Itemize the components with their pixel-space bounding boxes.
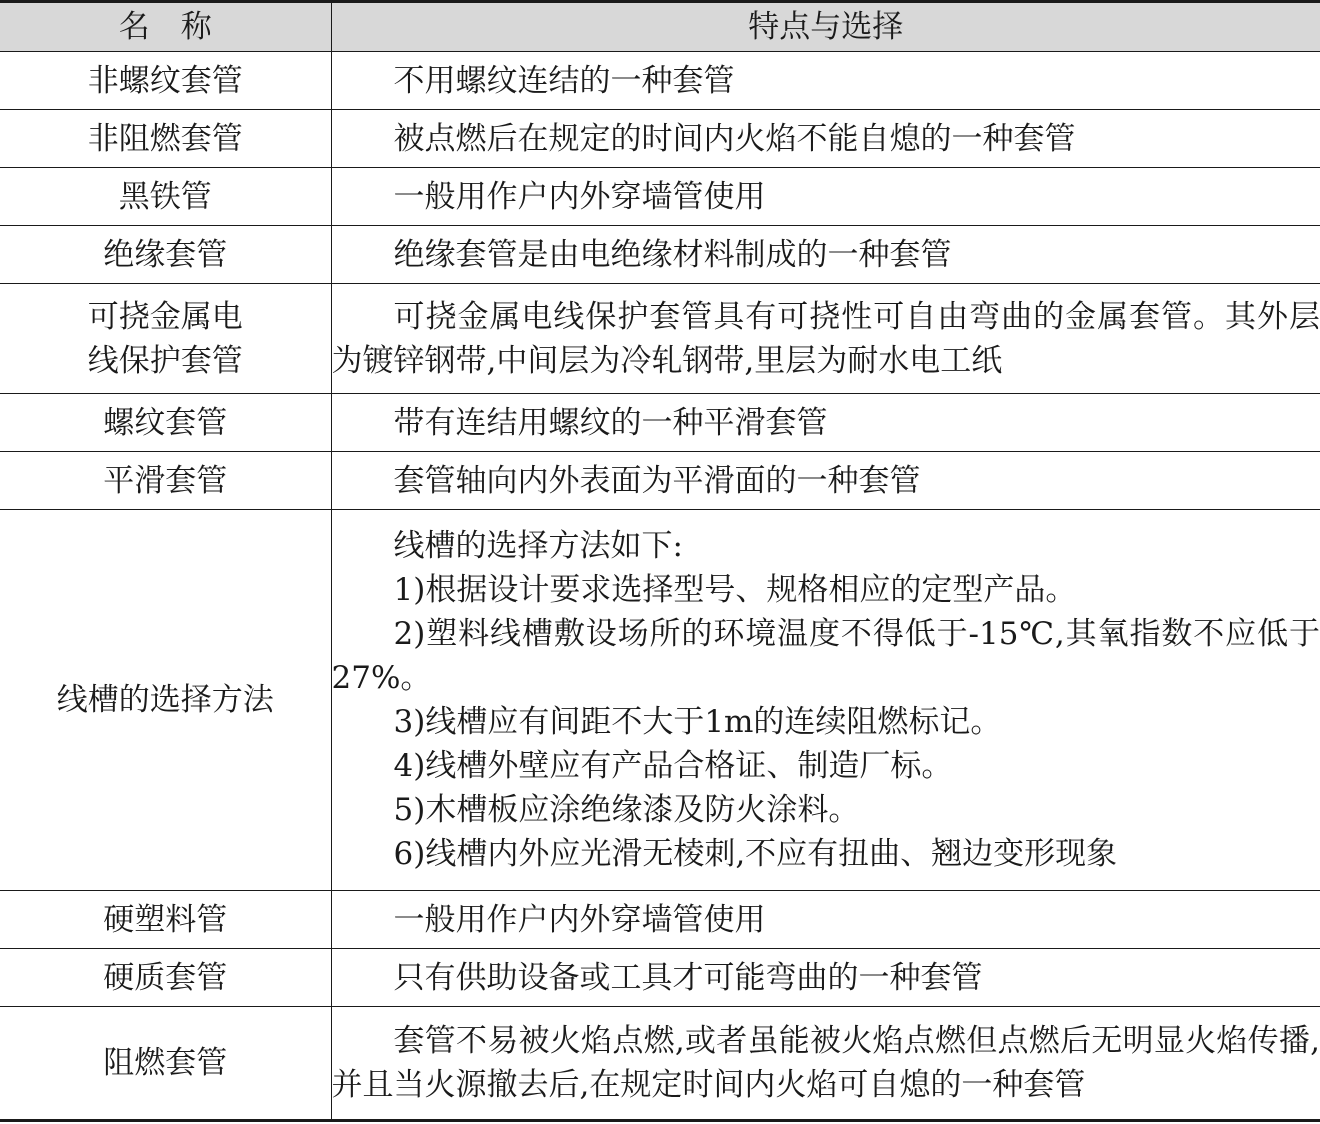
description-paragraph: 带有连结用螺纹的一种平滑套管 [393,404,828,441]
item-name-cell [0,284,331,394]
item-description-cell [331,510,1320,891]
item-name-cell [0,394,331,452]
description-paragraph: 5)木槽板应涂绝缘漆及防火涂料。 [393,792,860,828]
item-name-cell [0,510,331,891]
description-paragraph: 2)塑料线槽敷设场所的环境温度不得低于-15℃,其氧指数不应低于27%。 [331,616,1320,696]
description-paragraph: 4)线槽外壁应有产品合格证、制造厂标。 [393,748,953,784]
description-paragraph: 不用螺纹连结的一种套管 [393,62,735,99]
item-description-cell [331,394,1320,452]
description-paragraph: 3)线槽应有间距不大于1m的连续阻燃标记。 [393,704,1002,740]
table-row [0,891,1320,949]
description-paragraph: 一般用作户内外穿墙管使用 [393,178,766,215]
item-description-cell [331,452,1320,510]
item-description-cell [331,949,1320,1007]
item-description-cell [331,284,1320,394]
table-row [0,949,1320,1007]
description-paragraph: 套管轴向内外表面为平滑面的一种套管 [393,462,921,499]
item-name: 绝缘套管 [103,236,228,273]
description-paragraph: 可挠金属电线保护套管具有可挠性可自由弯曲的金属套管。其外层为镀锌钢带,中间层为冷轧钢带,里层为耐水电工纸 [331,298,1320,379]
table-row [0,52,1320,110]
item-name: 非阻燃套管 [87,120,243,157]
item-description-cell [331,226,1320,284]
table-row [0,284,1320,394]
description-paragraph: 一般用作户内外穿墙管使用 [393,901,766,938]
item-name: 阻燃套管 [103,1045,228,1081]
description-paragraph: 6)线槽内外应光滑无棱刺,不应有扭曲、翘边变形现象 [393,836,1118,872]
description-paragraph: 只有供助设备或工具才可能弯曲的一种套管 [393,959,983,996]
item-name-cell [0,168,331,226]
item-name: 线槽的选择方法 [56,682,274,718]
description-paragraph: 绝缘套管是由电绝缘材料制成的一种套管 [393,236,952,273]
item-name: 螺纹套管 [103,404,228,441]
description-paragraph: 线槽的选择方法如下: [393,528,683,564]
table-row [0,168,1320,226]
table-row [0,1007,1320,1121]
item-name: 硬塑料管 [103,901,228,938]
item-name: 硬质套管 [103,959,228,996]
table-row [0,226,1320,284]
item-name: 可挠金属电 [87,298,243,335]
item-name: 黑铁管 [118,178,212,215]
item-name-cell [0,452,331,510]
table-header-row [0,2,1320,52]
table-row [0,452,1320,510]
table-row [0,394,1320,452]
item-description-cell [331,168,1320,226]
item-description-cell [331,891,1320,949]
item-description-cell [331,110,1320,168]
description-paragraph: 1)根据设计要求选择型号、规格相应的定型产品。 [393,572,1077,608]
item-name-cell [0,949,331,1007]
item-description-cell [331,52,1320,110]
item-description-cell [331,1007,1320,1121]
item-name-cell [0,891,331,949]
item-name: 非螺纹套管 [87,62,243,99]
header-description: 特点与选择 [331,2,1320,52]
item-name: 平滑套管 [103,462,228,499]
table-row [0,110,1320,168]
description-paragraph: 被点燃后在规定的时间内火焰不能自熄的一种套管 [393,120,1076,157]
item-name: 线保护套管 [87,342,243,379]
item-name-cell [0,226,331,284]
item-name-cell [0,110,331,168]
item-name-cell [0,1007,331,1121]
header-name: 名称 [0,2,331,52]
table-row [0,510,1320,891]
item-name-cell [0,52,331,110]
description-paragraph: 套管不易被火焰点燃,或者虽能被火焰点燃但点燃后无明显火焰传播,并且当火源撤去后,在规定时间内火焰可自熄的一种套管 [331,1023,1320,1103]
table-body [0,52,1320,1121]
